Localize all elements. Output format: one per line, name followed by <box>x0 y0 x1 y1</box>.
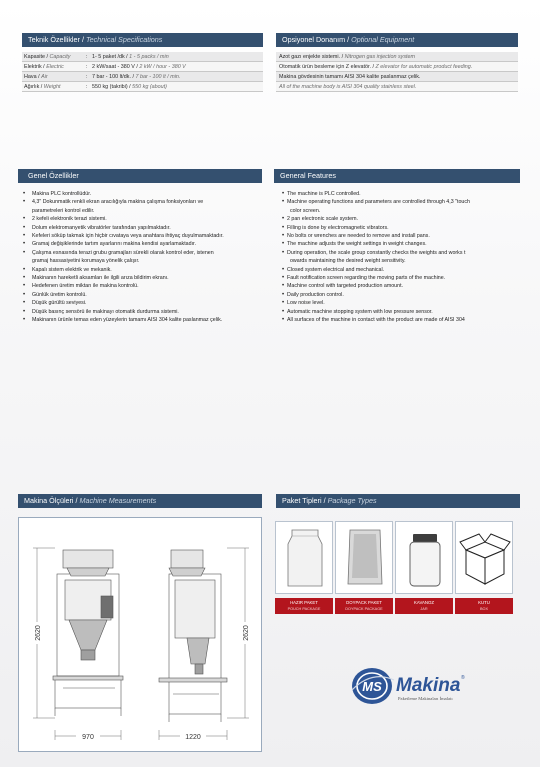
box-icon <box>456 522 514 595</box>
list-item: • 2 kefeli elektronik terazi sistemi. <box>22 215 274 223</box>
box-label: KUTU BOX <box>455 598 513 614</box>
measurements-title-tr: Makina Ölçüleri <box>24 496 74 505</box>
optional-title-tr: Opsiyonel Donanım <box>282 35 346 44</box>
jar-package-card <box>395 521 453 594</box>
jar-icon <box>396 522 454 595</box>
pouch-package-card <box>275 521 333 594</box>
optional-title-en: Optional Equipment <box>351 35 415 44</box>
measurements-drawing <box>18 517 262 752</box>
technical-title-tr: Teknik Özellikler <box>28 35 80 44</box>
table-row: Kapasite / Capacity : 1- 5 paket /dk / 1 - 5 packs / min <box>22 52 263 62</box>
list-item: • Automatic machine stopping system with low pressure sensor. <box>282 308 530 316</box>
list-item: • Makina PLC kontrollüdür. <box>22 190 274 198</box>
list-item: • Günlük üretim kontrolü. <box>22 291 274 299</box>
table-row: Elektrik / Electric : 2 kW/saat - 380 V / 2 kW / hour - 380 V <box>22 62 263 72</box>
width-front-label: 970 <box>82 734 94 741</box>
list-item: • 4,3" Dokunmatik renkli ekran aracılığıyla makina çalışma fonksiyonları ve parametreleri kontrol edilir. <box>22 198 274 215</box>
list-item: • Dolum elektromanyetik vibratörler tarafından yapılmaktadır. <box>22 224 274 232</box>
ms-logo-icon <box>350 664 510 708</box>
table-row: Otomatik ürün besleme için Z elevatör. / Z elevator for automatic product feeding. <box>276 62 518 72</box>
general-en-title: General Features <box>280 171 336 180</box>
table-row: Makina gövdesinin tamamı AISI 304 kalite paslanmaz çelik. <box>276 72 518 82</box>
pouch-label: HAZIR PAKET POUCH PACKAGE <box>275 598 333 614</box>
list-item: • Kefeleri söküp takmak için hiçbir cıvataya veya anahtara ihtiyaç duyulmamaktadır. <box>22 232 274 240</box>
list-item: • Machine control with targeted production amount. <box>282 282 530 290</box>
general-en-list <box>282 190 530 325</box>
list-item: • The machine adjusts the weight settings in weight changes. <box>282 240 530 248</box>
list-item: • Makinanın hareketli aksamları ile ilgili arıza bildirim ekranı. <box>22 274 274 282</box>
list-item: • Hedefenen üretim miktarı ile makina kontrolü. <box>22 282 274 290</box>
pouch-icon <box>276 522 334 595</box>
brand-tagline: Paketleme Makinaları İmalatı <box>398 696 453 701</box>
list-item: • Çalışma esnasında terazi grubu gramajları sürekli olarak kontrol eder, istenen gramaj hassasiyetini korumaya yönelik çalışır. <box>22 249 274 266</box>
measurements-header: Makina Ölçüleri / Machine Measurements <box>18 494 262 508</box>
box-package-card <box>455 521 513 594</box>
list-item: • Daily production control. <box>282 291 530 299</box>
list-item: • No bolts or wrenches are needed to remove and install pans. <box>282 232 530 240</box>
list-item: • Fault notification screen regarding the moving parts of the machine. <box>282 274 530 282</box>
doypack-icon <box>336 522 394 595</box>
table-row: Azot gazı enjekte sistemi. / Nitrogen gas injection system <box>276 52 518 62</box>
table-row: All of the machine body is AISI 304 quality stainless steel. <box>276 82 518 92</box>
general-tr-title: Genel Özellikler <box>28 171 79 180</box>
packages-header: Paket Tipleri / Package Types <box>276 494 520 508</box>
jar-label: KAVANOZ JAR <box>395 598 453 614</box>
optional-table <box>276 52 518 92</box>
list-item: • Low noise level. <box>282 299 530 307</box>
table-row: Ağırlık / Weight : 550 kg (takribi) / 550 kg (about) <box>22 82 263 92</box>
list-item: • The machine is PLC controlled. <box>282 190 530 198</box>
height-front-label: 2620 <box>35 625 42 641</box>
machine-drawing <box>19 518 263 753</box>
technical-header: Teknik Özellikler / Technical Specifications <box>22 33 263 47</box>
list-item: • Düşük basınç sensörü ile makinayı otomatik durdurma sistemi. <box>22 308 274 316</box>
list-item: • Kapalı sistem elektrik ve mekanik. <box>22 266 274 274</box>
brand-logo <box>350 664 510 708</box>
list-item: • Makinanın ürünle temas eden yüzeylerin tamamı AISI 304 kalite paslanmaz çelik. <box>22 316 274 324</box>
technical-table <box>22 52 263 92</box>
doypack-label: DOYPACK PAKET DOYPACK PACKAGE <box>335 598 393 614</box>
list-item: • All surfaces of the machine in contact with the product are made of AISI 304 <box>282 316 530 324</box>
measurements-title-en: Machine Measurements <box>79 496 157 505</box>
list-item: • Düşük gürültü seviyesi. <box>22 299 274 307</box>
packages-title-en: Package Types <box>327 496 377 505</box>
table-row: Hava / Air : 7 bar - 100 lt/dk. / 7 bar - 100 lt / min. <box>22 72 263 82</box>
doypack-package-card <box>335 521 393 594</box>
general-tr-list <box>22 190 274 325</box>
brand-registered: ® <box>461 675 465 681</box>
brand-name: Makina <box>396 675 461 696</box>
general-en-header <box>274 169 520 183</box>
general-tr-header <box>18 169 262 183</box>
list-item: • During operation, the scale group constantly checks the weights and works t owards maintaining the desired weight sensitivity. <box>282 249 530 266</box>
technical-title-en: Technical Specifications <box>85 35 163 44</box>
packages-title-tr: Paket Tipleri <box>282 496 322 505</box>
list-item: • Machine operating functions and parameters are controlled through 4,3 "touch color screen. <box>282 198 530 215</box>
logo-letters: MS <box>362 679 382 694</box>
list-item: • Gramaj değişiklerinde tartım ayarlarını makina kendisi ayarlamaktadır. <box>22 240 274 248</box>
list-item: • Closed system electrical and mechanical. <box>282 266 530 274</box>
height-side-label: 2620 <box>243 625 250 641</box>
list-item: • Filling is done by electromagnetic vibrators. <box>282 224 530 232</box>
optional-header: Opsiyonel Donanım / Optional Equipment <box>276 33 518 47</box>
list-item: • 2 pan electronic scale system. <box>282 215 530 223</box>
width-side-label: 1220 <box>185 734 201 741</box>
